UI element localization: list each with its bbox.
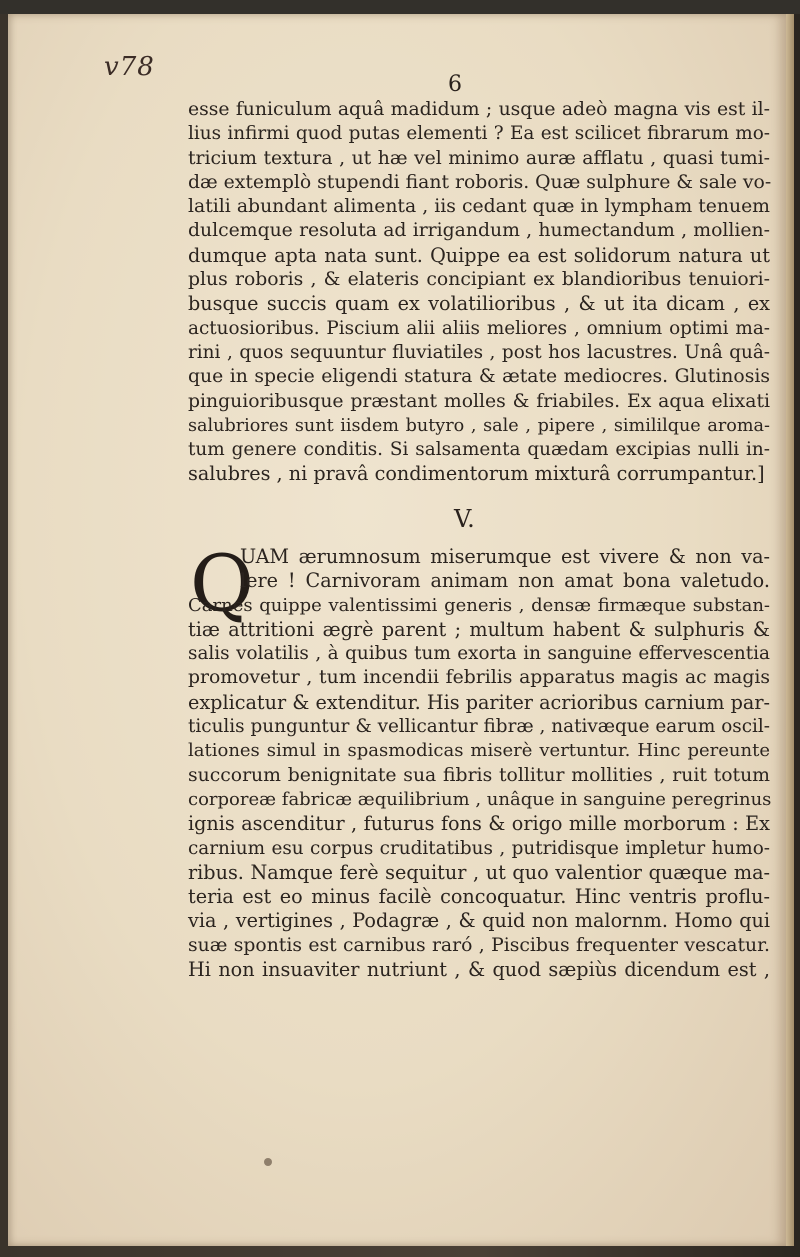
- ink-smudge: [264, 1158, 272, 1166]
- text-line: tum genere conditis. Si salsamenta quædam excipias nulli in-: [188, 439, 770, 461]
- text-line: Hi non insuaviter nutriunt , & quod sæpiùs dicendum est ,: [188, 958, 770, 982]
- text-line: rini , quos sequuntur fluviatiles , post hos lacustres. Unâ quâ-: [188, 341, 770, 363]
- text-line: explicatur & extenditur. His pariter acrioribus carnium par-: [188, 690, 770, 714]
- text-line: salubriores sunt iisdem butyro , sale , pipere , simililque aroma-: [188, 415, 770, 436]
- text-line: carnium esu corpus cruditatibus , putridisque impletur humo-: [188, 837, 770, 859]
- text-line: ticulis punguntur & vellicantur fibræ , nativæque earum oscil-: [188, 716, 770, 738]
- text-line: via , vertigines , Podagræ , & quid non malornm. Homo qui: [188, 909, 770, 933]
- text-line: ignis ascenditur , futurus fons & origo mille morborum : Ex: [188, 812, 770, 836]
- text-line: plus roboris , & elateris concipiant ex blandioribus tenuiori-: [188, 269, 770, 291]
- page-number: 6: [448, 72, 462, 97]
- text-line: lere ! Carnivoram animam non amat bona valetudo.: [240, 569, 770, 593]
- text-line: suæ spontis est carnibus raró , Piscibus frequenter vescatur.: [188, 934, 770, 956]
- text-line: teria est eo minus facilè concoquatur. Hinc ventris proflu-: [188, 885, 770, 909]
- text-line: tiæ attritioni ægrè parent ; multum habent & sulphuris &: [188, 617, 770, 641]
- text-line: dæ extemplò stupendi fiant roboris. Quæ sulphure & sale vo-: [188, 171, 772, 193]
- handwritten-annotation: v78: [104, 52, 155, 82]
- text-line: salis volatilis , à quibus tum exorta in sanguine effervescentia: [188, 643, 770, 665]
- paragraph-2: [188, 539, 772, 982]
- text-line: busque succis quam ex volatilioribus , & ut ita dicam , ex: [188, 292, 770, 316]
- scanner-top-band: [0, 0, 800, 14]
- section-heading: V.: [454, 505, 475, 533]
- text-line: dulcemque resoluta ad irrigandum , humectandum , mollien-: [188, 220, 770, 242]
- text-line: esse funiculum aquâ madidum ; usque adeò magna vis est il-: [188, 99, 770, 120]
- text-line: salubres , ni pravâ condimentorum mixturâ corrumpantur.]: [188, 462, 765, 486]
- text-line: ribus. Namque ferè sequitur , ut quo valentior quæque ma-: [188, 860, 770, 884]
- text-line: succorum benignitate sua fibris tollitur mollities , ruit totum: [188, 764, 770, 786]
- text-line: dumque apta nata sunt. Quippe ea est solidorum natura ut: [188, 243, 770, 267]
- text-line: actuosioribus. Piscium alii aliis meliores , omnium optimi ma-: [188, 317, 770, 339]
- text-line: lius infirmi quod putas elementi ? Ea est scilicet fibrarum mo-: [188, 123, 770, 145]
- text-line: latili abundant alimenta , iis cedant quæ in lympham tenuem: [188, 196, 770, 218]
- drop-cap: Q: [190, 539, 254, 629]
- text-line: que in specie eligendi statura & ætate mediocres. Glutinosis: [188, 366, 770, 388]
- text-line: promovetur , tum incendii febrilis apparatus magis ac magis: [188, 667, 770, 689]
- text-line: Carnes quippe valentissimi generis , densæ firmæque substan-: [188, 594, 770, 616]
- text-line: pinguioribusque præstant molles & friabiles. Ex aqua elixati: [188, 390, 770, 412]
- paragraph-1: [188, 98, 770, 487]
- text-line: tricium textura , ut hæ vel minimo auræ afflatu , quasi tumi-: [188, 147, 770, 169]
- text-line: corporeæ fabricæ æquilibrium , unâque in sanguine peregrinus: [188, 788, 772, 810]
- page-edge: [786, 14, 794, 1246]
- text-line: lationes simul in spasmodicas miserè vertuntur. Hinc pereunte: [188, 740, 770, 762]
- text-line: UAM ærumnosum miserumque est vivere & non va-: [240, 545, 770, 568]
